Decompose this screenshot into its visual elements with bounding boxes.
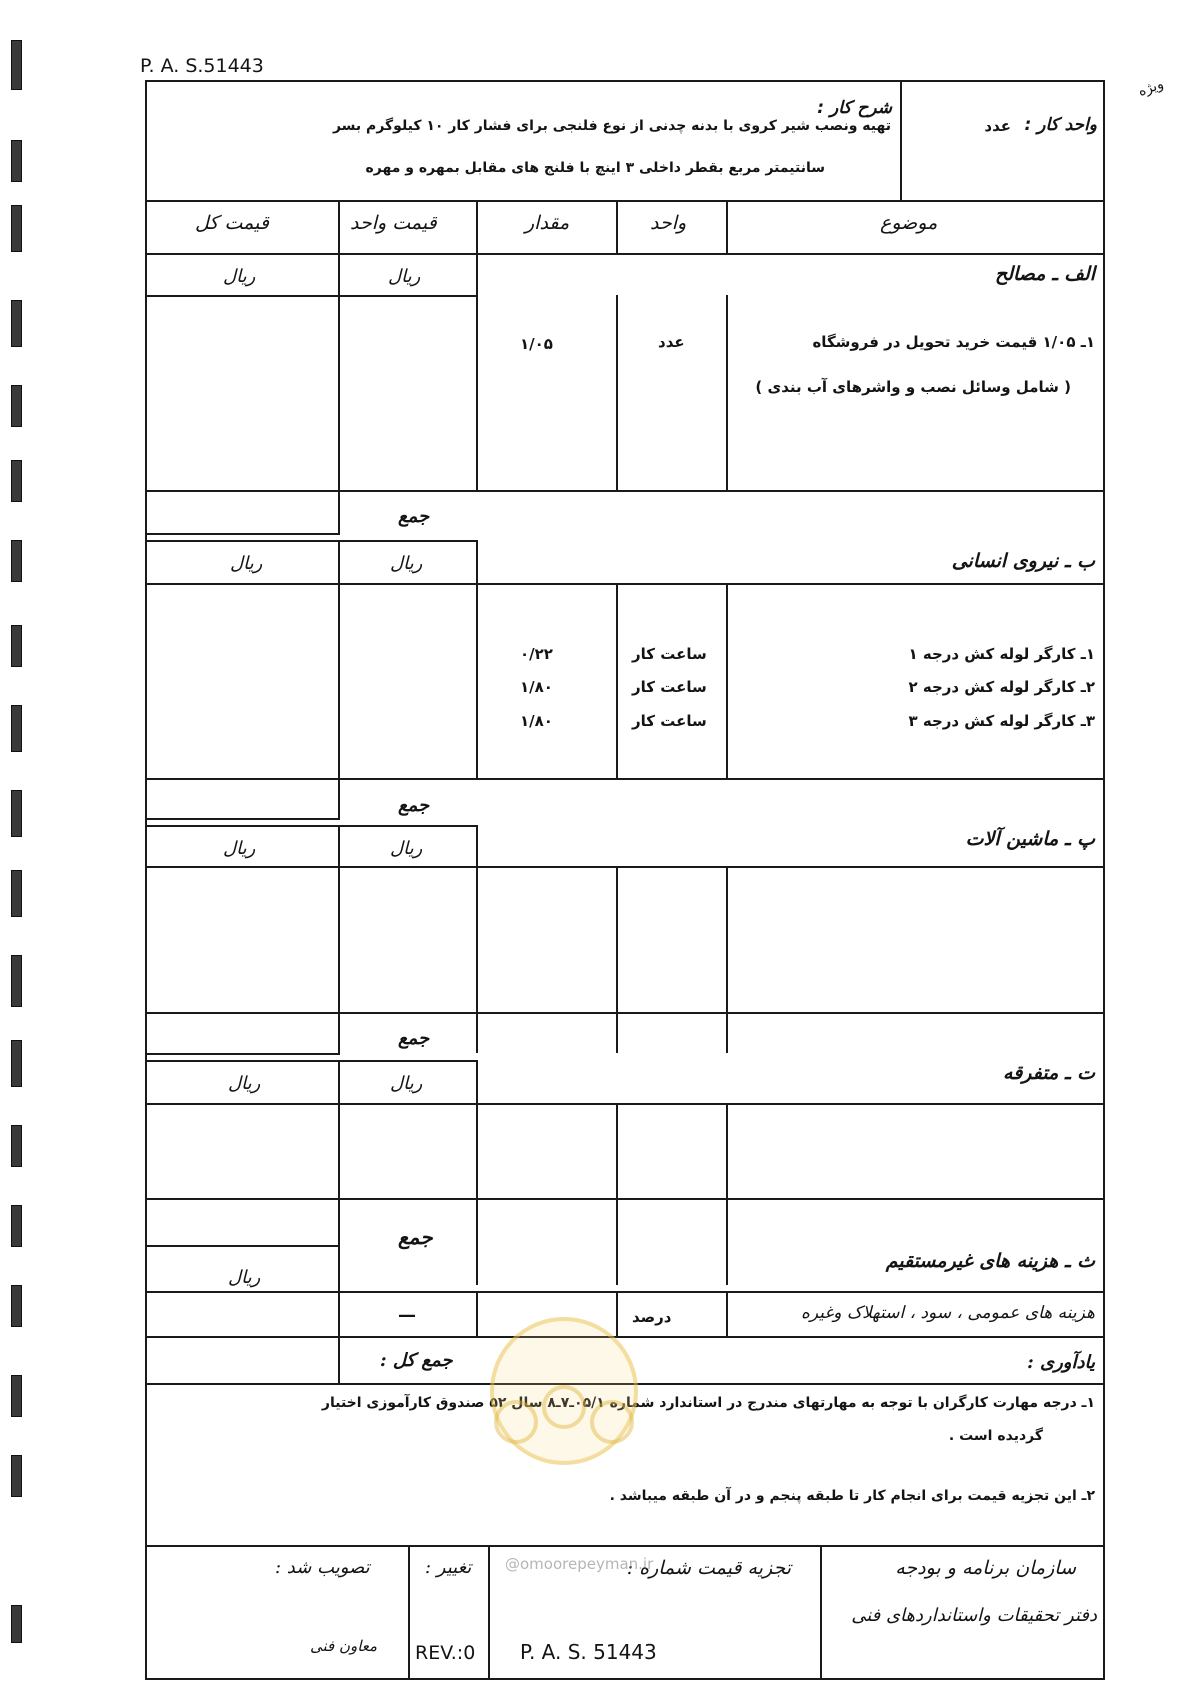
materials-item-1-line1: ۱ـ ۱/۰۵ قیمت خرید تحویل در فروشگاه <box>812 333 1095 351</box>
currency-label: ریال <box>390 1073 423 1094</box>
labor-row-2-desc: ۲ـ کارگر لوله کش درجه ۲ <box>908 678 1095 696</box>
labor-row-3-quantity: ۱/۸۰ <box>520 712 553 730</box>
binder-hole <box>11 300 22 347</box>
binder-hole <box>11 790 22 837</box>
work-description-line2: سانتیمتر مربع بقطر داخلی ۳ اینچ با فلنج های مقابل بمهره و مهره <box>365 160 825 176</box>
column-header-quantity: مقدار <box>525 212 570 234</box>
binder-hole <box>11 1040 22 1087</box>
labor-sum-label: جمع <box>398 795 430 816</box>
work-description-line1: تهیه ونصب شیر کروی با بدنه چدنی از نوع فلنجی برای فشار کار ۱۰ کیلوگرم بسر <box>332 118 891 134</box>
labor-row-1-unit: ساعت کار <box>632 645 707 663</box>
currency-label: ریال <box>230 553 263 574</box>
notes-title: یادآوری : <box>1027 1352 1095 1373</box>
corner-note: ویژه <box>1136 76 1166 100</box>
materials-sum-label: جمع <box>398 506 430 527</box>
approved-label: تصویب شد : <box>275 1557 370 1578</box>
watermark: @omoorepeyman.ir <box>505 1555 654 1573</box>
work-description-label: شرح کار : <box>817 98 892 118</box>
stamp-seal <box>590 1400 634 1444</box>
binder-hole <box>11 705 22 752</box>
machinery-section-title: پ ـ ماشین آلات <box>965 828 1095 850</box>
currency-label: ریال <box>223 838 256 859</box>
department-name: دفتر تحقیقات واستانداردهای فنی <box>851 1605 1097 1626</box>
binder-hole <box>11 1455 22 1497</box>
unit-of-work-label: واحد کار : <box>1024 115 1097 135</box>
currency-label: ریال <box>390 838 423 859</box>
materials-section-title: الف ـ مصالح <box>994 263 1095 285</box>
column-header-unit: واحد <box>650 212 687 234</box>
revision-number: REV.:0 <box>415 1642 476 1664</box>
column-header-total-price: قیمت کل <box>195 212 269 234</box>
misc-section-title: ت ـ متفرقه <box>1003 1062 1095 1084</box>
misc-sum-label: جمع <box>398 1225 433 1249</box>
stamp-seal <box>542 1385 586 1429</box>
currency-label: ریال <box>228 1073 261 1094</box>
approved-by: معاون فنی <box>310 1637 378 1655</box>
grand-total-label: جمع کل : <box>380 1350 453 1371</box>
binder-hole <box>11 870 22 917</box>
binder-hole <box>11 955 22 1007</box>
currency-label: ریال <box>228 1267 261 1288</box>
binder-hole <box>11 1375 22 1417</box>
labor-row-1-quantity: ۰/۲۲ <box>520 645 553 663</box>
labor-row-3-desc: ۳ـ کارگر لوله کش درجه ۳ <box>908 712 1095 730</box>
labor-row-2-unit: ساعت کار <box>632 678 707 696</box>
currency-label: ریال <box>390 553 423 574</box>
indirect-row-desc: هزینه های عمومی ، سود ، استهلاک وغیره <box>800 1303 1095 1323</box>
indirect-row-unit: درصد <box>632 1308 672 1326</box>
materials-item-1-line2: ( شامل وسائل نصب و واشرهای آب بندی ) <box>755 378 1071 396</box>
price-analysis-number: P. A. S. 51443 <box>520 1640 657 1664</box>
binder-hole <box>11 540 22 582</box>
binder-hole <box>11 625 22 667</box>
materials-item-1-unit: عدد <box>658 333 685 351</box>
document-code: P. A. S.51443 <box>140 55 264 77</box>
labor-row-3-unit: ساعت کار <box>632 712 707 730</box>
column-header-subject: موضوع <box>880 212 938 234</box>
note-1-line1: ۱ـ درجه مهارت کارگران با توجه به مهارتهای مندرج در استاندارد شماره ۰۵/۱ـ۷ـ۸ سال ۵۲ صندوق کارآموزی اختیار <box>321 1395 1095 1411</box>
organization-name: سازمان برنامه و بودجه <box>895 1557 1076 1579</box>
labor-row-1-desc: ۱ـ کارگر لوله کش درجه ۱ <box>908 645 1095 663</box>
binder-hole <box>11 460 22 502</box>
price-analysis-number-label: تجزیه قیمت شماره : <box>626 1557 791 1579</box>
machinery-sum-label: جمع <box>398 1028 430 1049</box>
binder-hole <box>11 40 22 90</box>
note-1-line2: گردیده است . <box>948 1428 1043 1444</box>
binder-hole <box>11 205 22 252</box>
binder-hole <box>11 140 22 182</box>
stamp-seal <box>494 1400 538 1444</box>
binder-hole <box>11 1125 22 1167</box>
labor-section-title: ب ـ نیروی انسانی <box>951 550 1095 572</box>
indirect-section-title: ث ـ هزینه های غیرمستقیم <box>885 1250 1095 1272</box>
currency-label: ریال <box>388 266 421 287</box>
binder-hole <box>11 1205 22 1247</box>
indirect-row-unit-price: — <box>398 1305 416 1326</box>
binder-hole <box>11 385 22 427</box>
materials-item-1-quantity: ۱/۰۵ <box>520 335 553 353</box>
note-2: ۲ـ این تجزیه قیمت برای انجام کار تا طبقه پنجم و در آن طبقه میباشد . <box>609 1488 1095 1504</box>
column-header-unit-price: قیمت واحد <box>350 212 437 234</box>
currency-label: ریال <box>223 266 256 287</box>
binder-hole <box>11 1605 22 1643</box>
binder-hole <box>11 1285 22 1327</box>
unit-of-work-value: عدد <box>984 117 1011 135</box>
labor-row-2-quantity: ۱/۸۰ <box>520 678 553 696</box>
change-label: تغییر : <box>425 1557 472 1578</box>
